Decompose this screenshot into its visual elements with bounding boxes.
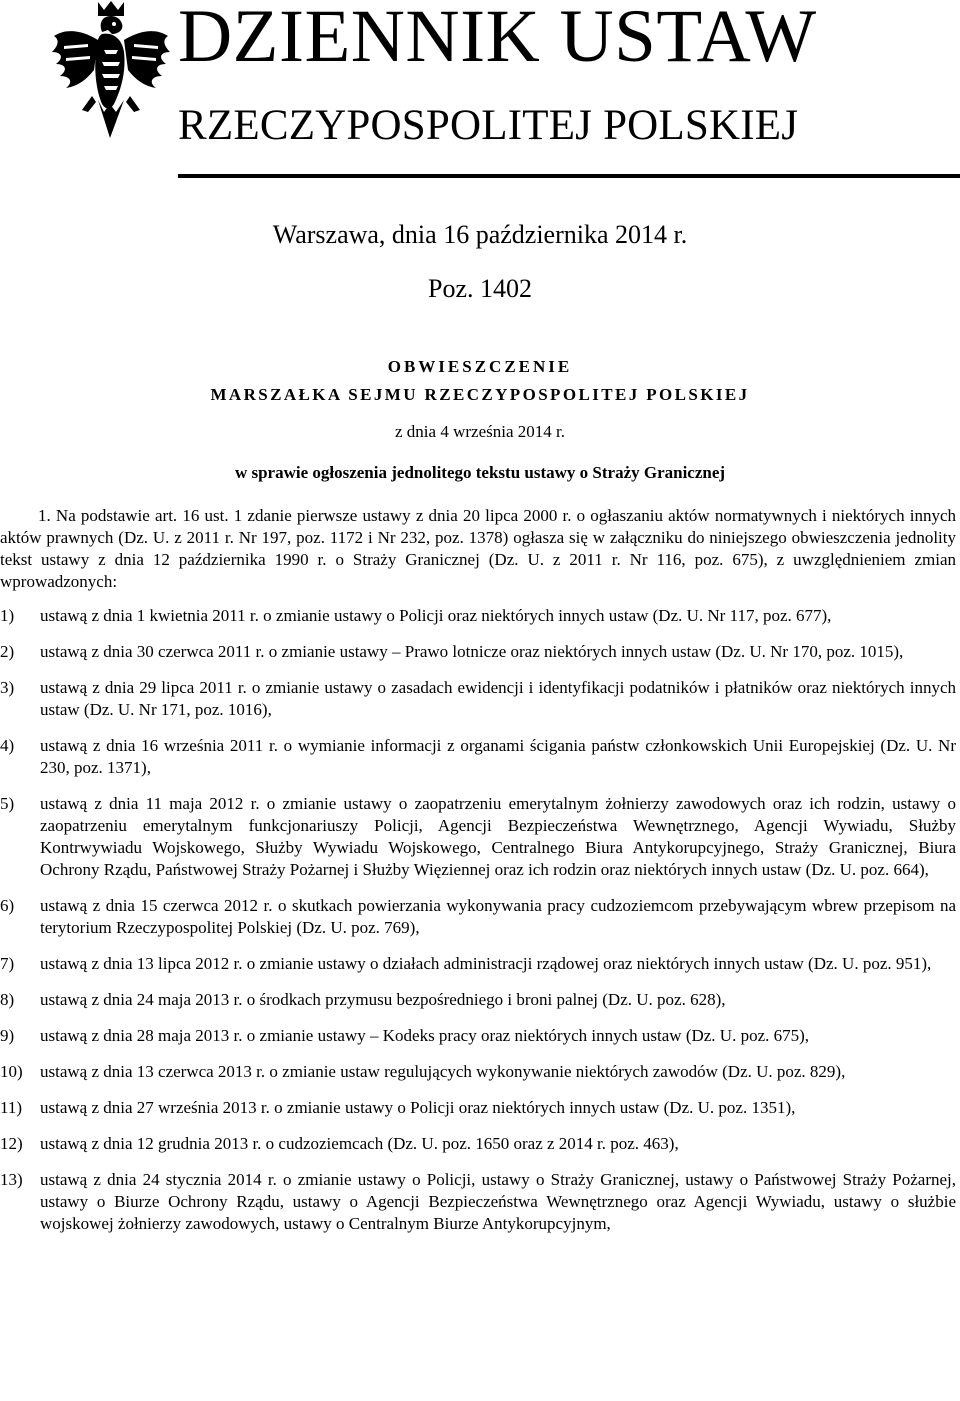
amendment-number: 12) [0,1134,23,1153]
amendment-item [0,895,956,939]
issuer-heading: MARSZAŁKA SEJMU RZECZYPOSPOLITEJ POLSKIEJ [210,385,750,404]
amendment-number: 7) [0,954,15,973]
amendment-list [0,605,956,1235]
amendment-item [0,605,956,627]
document-type-heading: OBWIESZCZENIE [387,357,573,376]
amendment-item [0,677,956,721]
amendment-item [0,953,956,975]
intro-paragraph: 1. Na podstawie art. 16 ust. 1 zdanie pierwsze ustawy z dnia 20 lipca 2000 r. o ogłaszaniu aktów normatywnych i niektórych innych aktów prawnych (Dz. U. z 2011 r. Nr 197, poz. 1172 i Nr 232, poz. 1378) ogłasza się w załączniku do niniejszego obwieszczenia jednolity tekst ustawy z dnia 12 października 1990 r. o Straży Granicznej (Dz. U. z 2011 r. Nr 116, poz. 675), z uwzględnieniem zmian wprowadzonych: [0,506,956,591]
amendment-text: ustawą z dnia 28 maja 2013 r. o zmianie ustawy – Kodeks pracy oraz niektórych innych ustaw (Dz. U. poz. 675), [40,1026,810,1045]
amendment-text: ustawą z dnia 15 czerwca 2012 r. o skutkach powierzania wykonywania pracy cudzoziemcom przebywającym wbrew przepisom na terytorium Rzeczypospolitej Polskiej (Dz. U. poz. 769), [40,896,956,937]
amendment-text: ustawą z dnia 30 czerwca 2011 r. o zmianie ustawy – Prawo lotnicze oraz niektórych innych ustaw (Dz. U. Nr 170, poz. 1015), [40,642,904,661]
eagle-emblem-icon [52,0,170,138]
amendment-number: 4) [0,736,15,755]
position-number: Poz. 1402 [428,274,532,303]
gazette-title: DZIENNIK USTAW [178,0,817,78]
amendment-item [0,1133,956,1155]
amendment-text: ustawą z dnia 13 czerwca 2013 r. o zmianie ustaw regulujących wykonywanie niektórych zawodów (Dz. U. poz. 829), [40,1062,846,1081]
amendment-number: 8) [0,990,15,1009]
amendment-item [0,735,956,779]
amendment-item [0,793,956,881]
amendment-item [0,1097,956,1119]
amendment-item [0,641,956,663]
amendment-text: ustawą z dnia 24 maja 2013 r. o środkach przymusu bezpośredniego i broni palnej (Dz. U. poz. 628), [40,990,726,1009]
amendment-text: ustawą z dnia 11 maja 2012 r. o zmianie ustawy o zaopatrzeniu emerytalnym żołnierzy zawodowych oraz ich rodzin, ustawy o zaopatrzeniu emerytalnym funkcjonariuszy Policji, Agencji Bezpieczeństwa Wewnętrznego, Agencji Wywiadu, Służby Kontrwywiadu Wojskowego, Służby Wywiadu Wojskowego, Centralnego Biura Antykorupcyjnego, Straży Granicznej, Biura Ochrony Rządu, Państwowej Straży Pożarnej i Służby Więziennej oraz ich rodzin oraz niektórych innych ustaw (Dz. U. poz. 664), [40,794,956,879]
amendment-text: ustawą z dnia 1 kwietnia 2011 r. o zmianie ustawy o Policji oraz niektórych innych ustaw (Dz. U. Nr 117, poz. 677), [40,606,832,625]
gazette-subtitle: RZECZYPOSPOLITEJ POLSKIEJ [178,102,799,149]
amendment-number: 10) [0,1062,23,1081]
amendment-text: ustawą z dnia 12 grudnia 2013 r. o cudzoziemcach (Dz. U. poz. 1650 oraz z 2014 r. poz. 463), [40,1134,679,1153]
notice-subject: w sprawie ogłoszenia jednolitego tekstu ustawy o Straży Granicznej [234,463,726,482]
amendment-number: 11) [0,1098,23,1117]
notice-body [0,505,956,1249]
amendment-item [0,1061,956,1083]
amendment-item [0,989,956,1011]
amendment-item [0,1169,956,1235]
amendment-number: 13) [0,1170,23,1189]
amendment-text: ustawą z dnia 13 lipca 2012 r. o zmianie ustawy o działach administracji rządowej oraz niektórych innych ustaw (Dz. U. poz. 951), [40,954,932,973]
publication-place-date: Warszawa, dnia 16 października 2014 r. [272,220,688,249]
amendment-number: 5) [0,794,15,813]
amendment-text: ustawą z dnia 27 września 2013 r. o zmianie ustawy o Policji oraz niektórych innych ustaw (Dz. U. poz. 1351), [40,1098,796,1117]
header-divider [178,174,960,178]
amendment-text: ustawą z dnia 24 stycznia 2014 r. o zmianie ustawy o Policji, ustawy o Straży Granicznej, ustawy o Państwowej Straży Pożarnej, ustawy o Biurze Ochrony Rządu, ustawy o Agencji Bezpieczeństwa Wewnętrznego oraz Agencji Wywiadu, ustawy o służbie wojskowej żołnierzy zawodowych, ustawy o Centralnym Biurze Antykorupcyjnym, [40,1170,956,1233]
amendment-number: 2) [0,642,15,661]
amendment-number: 9) [0,1026,15,1045]
amendment-number: 6) [0,896,15,915]
amendment-text: ustawą z dnia 16 września 2011 r. o wymianie informacji z organami ścigania państw członkowskich Unii Europejskiej (Dz. U. Nr 230, poz. 1371), [40,736,956,777]
amendment-number: 1) [0,606,15,625]
amendment-item [0,1025,956,1047]
amendment-text: ustawą z dnia 29 lipca 2011 r. o zmianie ustawy o zasadach ewidencji i identyfikacji podatników i płatników oraz niektórych innych ustaw (Dz. U. Nr 171, poz. 1016), [40,678,956,719]
notice-date: z dnia 4 września 2014 r. [395,422,565,441]
amendment-number: 3) [0,678,15,697]
